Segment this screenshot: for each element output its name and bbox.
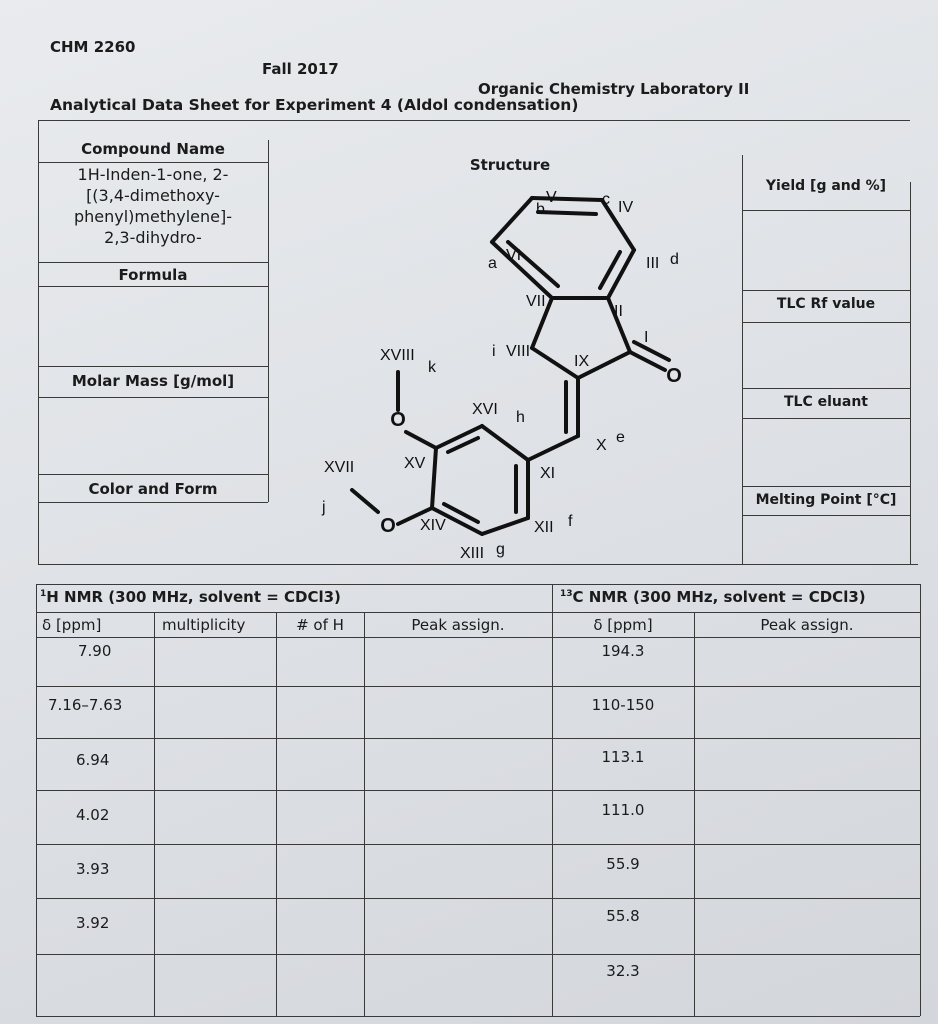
- divider: [38, 502, 268, 503]
- h-col-multiplicity: multiplicity: [162, 616, 246, 634]
- h-col-shift: δ [ppm]: [42, 616, 102, 634]
- label-VII: VII: [526, 293, 546, 310]
- label-VI: VI: [506, 247, 522, 264]
- h-shift: 4.02: [76, 806, 110, 824]
- label-XV: XV: [404, 455, 426, 472]
- label-d: d: [670, 251, 679, 268]
- divider: [36, 844, 920, 845]
- molar-mass-label: Molar Mass [g/mol]: [71, 372, 235, 390]
- label-k: k: [428, 359, 436, 376]
- top-border: [38, 120, 910, 121]
- label-II: II: [614, 303, 623, 320]
- c-col-assign: Peak assign.: [760, 616, 854, 634]
- course-code: CHM 2260: [50, 38, 136, 56]
- divider: [36, 954, 920, 955]
- label-VIII: VIII: [506, 343, 531, 360]
- label-XII: XII: [534, 519, 554, 536]
- label-c: c: [602, 191, 610, 208]
- divider: [742, 290, 910, 291]
- c-nmr-title: [560, 588, 866, 606]
- h-shift: 7.90: [78, 642, 112, 660]
- structure-label: Structure: [469, 156, 551, 174]
- h-shift: 3.92: [76, 914, 110, 932]
- tlc-rf-label: TLC Rf value: [776, 296, 876, 312]
- bond: [352, 490, 378, 512]
- label-a: a: [488, 255, 497, 272]
- label-III: III: [646, 255, 660, 272]
- nmr-bottom-border: [36, 1016, 920, 1017]
- color-form-label: Color and Form: [88, 480, 218, 498]
- oxygen-atom: O: [390, 409, 406, 431]
- divider: [38, 262, 268, 263]
- divider: [38, 366, 268, 367]
- divider: [36, 738, 920, 739]
- compound-line: phenyl)methylene]-: [73, 207, 233, 226]
- formula-label: Formula: [118, 266, 188, 284]
- divider: [742, 388, 910, 389]
- label-V: V: [546, 189, 557, 206]
- bond: [406, 432, 436, 448]
- left-col-divider: [268, 140, 269, 502]
- h-nmr-title-text: H NMR (300 MHz, solvent = CDCl3): [46, 588, 341, 606]
- bond: [538, 212, 596, 214]
- bond: [482, 426, 528, 460]
- structure-drawing: [270, 160, 740, 570]
- divider: [38, 397, 268, 398]
- compound-name-label: Compound Name: [81, 140, 225, 158]
- label-b: b: [536, 201, 545, 218]
- h-shift: 7.16–7.63: [48, 696, 123, 714]
- nmr-header-bottom: [36, 637, 920, 638]
- nmr-subheader-line: [36, 612, 920, 613]
- divider: [742, 210, 910, 211]
- h-shift: 3.93: [76, 860, 110, 878]
- yield-label: Yield [g and %]: [765, 178, 887, 194]
- label-I: I: [644, 329, 649, 346]
- c-nmr-title-text: C NMR (300 MHz, solvent = CDCl3): [572, 588, 866, 606]
- label-h: h: [516, 409, 525, 426]
- lab-name: Organic Chemistry Laboratory II: [478, 80, 750, 98]
- melting-point-label: Melting Point [°C]: [755, 492, 897, 508]
- term: Fall 2017: [262, 60, 339, 78]
- bond: [532, 198, 602, 200]
- divider: [38, 162, 268, 163]
- nmr-top-border: [36, 584, 920, 585]
- oxygen-atom: O: [666, 365, 682, 387]
- c-nmr-title-sup: 13: [560, 589, 573, 599]
- label-XIV: XIV: [420, 517, 446, 534]
- h-col-assign: Peak assign.: [411, 616, 505, 634]
- divider: [38, 474, 268, 475]
- label-e: e: [616, 429, 625, 446]
- c-shift: 55.8: [606, 907, 640, 925]
- divider: [742, 515, 910, 516]
- nmr-left-border: [36, 584, 37, 1016]
- divider: [742, 322, 910, 323]
- label-XVII: XVII: [324, 459, 355, 476]
- c-shift: 111.0: [601, 801, 645, 819]
- c-shift: 194.3: [601, 642, 645, 660]
- c-col-shift: δ [ppm]: [593, 616, 653, 634]
- divider: [276, 612, 277, 1016]
- label-X: X: [596, 437, 607, 454]
- divider: [154, 612, 155, 1016]
- nmr-right-border: [920, 584, 921, 1016]
- divider: [36, 898, 920, 899]
- label-i: i: [492, 343, 496, 360]
- h-shift: 6.94: [76, 751, 110, 769]
- bond: [482, 518, 528, 534]
- label-XVI: XVI: [472, 401, 498, 418]
- label-IV: IV: [618, 199, 634, 216]
- bond: [432, 448, 436, 508]
- divider: [742, 418, 910, 419]
- bond: [532, 348, 578, 378]
- label-IX: IX: [574, 353, 590, 370]
- c-shift: 55.9: [606, 855, 640, 873]
- divider: [694, 612, 695, 1016]
- compound-line: 2,3-dihydro-: [104, 228, 202, 247]
- compound-name-value: [38, 164, 268, 248]
- h-col-count: # of H: [296, 616, 344, 634]
- tlc-eluant-label: TLC eluant: [784, 394, 868, 410]
- label-g: g: [496, 541, 505, 558]
- divider: [38, 286, 268, 287]
- h-nmr-title-sup: 1: [40, 589, 47, 599]
- compound-line: 1H-Inden-1-one, 2-: [77, 165, 229, 184]
- bond: [528, 436, 578, 460]
- bond: [444, 504, 478, 522]
- divider: [364, 612, 365, 1016]
- label-XVIII: XVIII: [380, 347, 415, 364]
- label-XIII: XIII: [460, 545, 485, 562]
- bond: [608, 250, 634, 298]
- compound-line: [(3,4-dimethoxy-: [86, 186, 220, 205]
- label-XI: XI: [540, 465, 556, 482]
- divider: [36, 790, 920, 791]
- oxygen-atom: O: [380, 515, 396, 537]
- h-nmr-title: [40, 588, 341, 606]
- bond: [492, 242, 552, 298]
- c-shift: 113.1: [601, 748, 645, 766]
- divider: [742, 486, 910, 487]
- c-shift: 110-150: [591, 696, 655, 714]
- label-j: j: [322, 499, 326, 516]
- bond: [492, 198, 532, 242]
- label-f: f: [568, 513, 573, 530]
- right-border: [910, 182, 911, 564]
- divider: [36, 686, 920, 687]
- c-shift: 32.3: [606, 962, 640, 980]
- sheet-title: Analytical Data Sheet for Experiment 4 (Aldol condensation): [50, 96, 579, 114]
